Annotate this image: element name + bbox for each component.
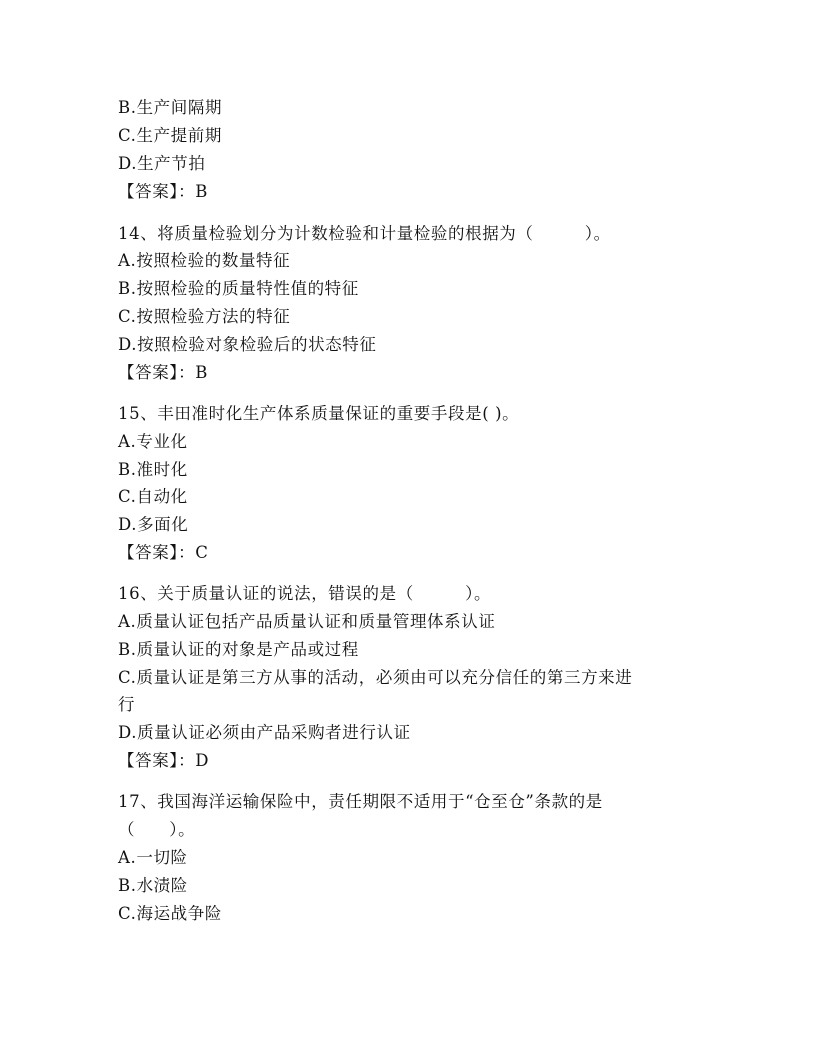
option-a: A.专业化 [118,432,188,451]
option-c: C.海运战争险 [118,904,222,923]
option-c: C.按照检验方法的特征 [118,307,291,326]
question-14: 14、将质量检验划分为计数检验和计量检验的根据为（ ）。 [118,224,611,243]
option-c-continued: 行 [118,695,136,714]
option-a: A.按照检验的数量特征 [118,251,291,270]
option-b: B.水渍险 [118,876,188,895]
answer-line: 【答案】：C [118,543,209,562]
answer-line: 【答案】：B [118,182,208,201]
option-d: D.按照检验对象检验后的状态特征 [118,335,377,354]
option-b: B.按照检验的质量特性值的特征 [118,279,359,298]
question-17-continued: （ ）。 [118,820,196,839]
question-15: 15、丰田准时化生产体系质量保证的重要手段是( )。 [118,404,520,423]
option-d: D.生产节拍 [118,154,206,173]
option-d: D.多面化 [118,515,189,534]
option-a: A.一切险 [118,848,188,867]
answer-line: 【答案】：D [118,751,210,770]
option-b: B.质量认证的对象是产品或过程 [118,640,359,659]
option-a: A.质量认证包括产品质量认证和质量管理体系认证 [118,612,496,631]
option-d: D.质量认证必须由产品采购者进行认证 [118,723,411,742]
option-b: B.准时化 [118,460,188,479]
option-c: C.自动化 [118,487,188,506]
question-17: 17、我国海洋运输保险中，责任期限不适用于“仓至仓”条款的是 [118,792,603,811]
answer-line: 【答案】：B [118,363,208,382]
option-c: C.生产提前期 [118,126,222,145]
option-b: B.生产间隔期 [118,98,223,117]
option-c: C.质量认证是第三方从事的活动，必须由可以充分信任的第三方来进 [118,668,633,687]
question-16: 16、关于质量认证的说法，错误的是（ ）。 [118,584,492,603]
